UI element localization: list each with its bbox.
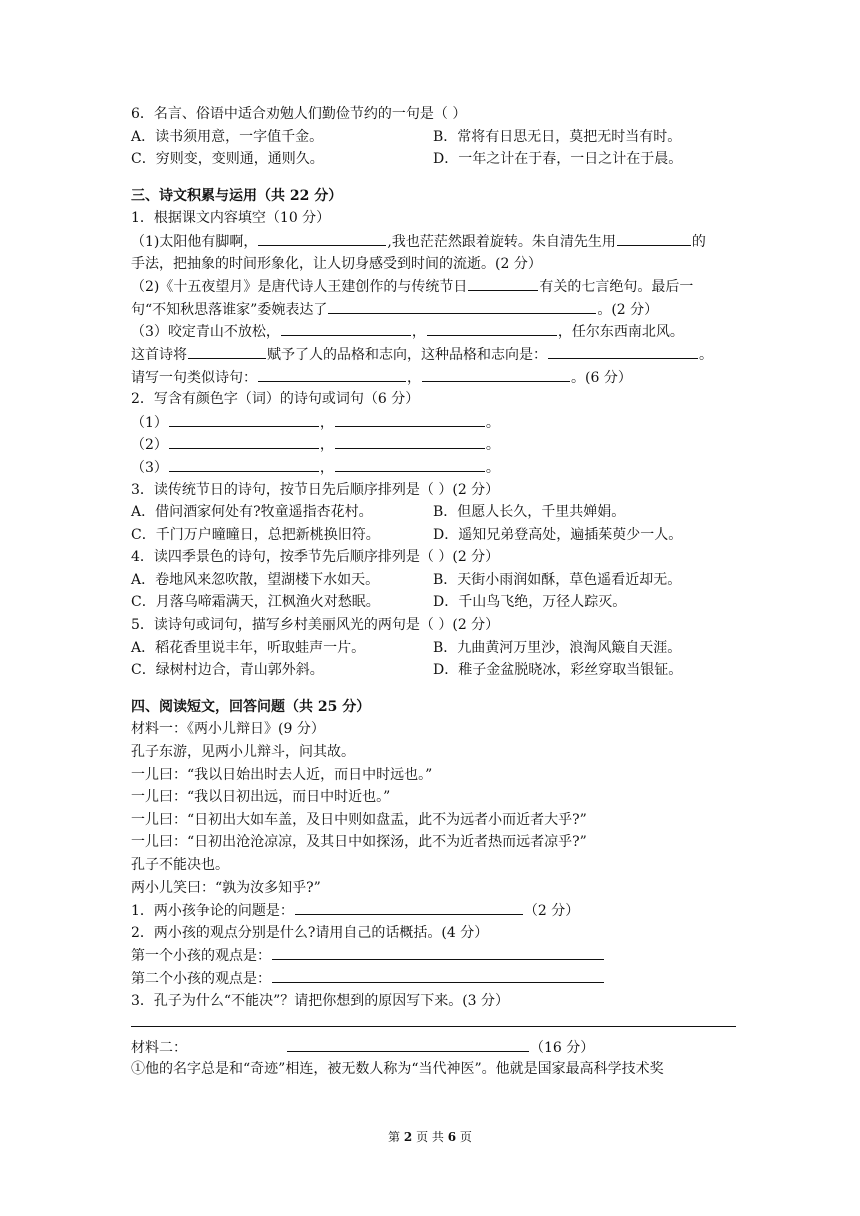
- passage-line: 一儿曰：“日初出大如车盖，及日中则如盘盂，此不为远者小而近者大乎?”: [131, 811, 587, 828]
- title-blank[interactable]: [287, 1036, 529, 1052]
- s3-q4-options-row1: [131, 569, 736, 592]
- text: 。(6 分）: [571, 369, 632, 386]
- text: 。(2 分）: [597, 301, 659, 318]
- q6-option-c: C．穷则变，变则通，通则久。: [131, 151, 324, 168]
- total-pages-number: 6: [447, 1130, 457, 1144]
- passage-line: 一儿曰：“我以日始出时去人近，而日中时远也。”: [131, 766, 433, 783]
- s3-q4-option-d: D．千山鸟飞绝，万径人踪灭。: [433, 594, 627, 611]
- text: （16 分）: [530, 1039, 595, 1056]
- answer-blank[interactable]: [427, 320, 557, 336]
- text: 1．两小孩争论的问题是：: [131, 903, 294, 920]
- text: （3）咬定青山不放松，: [131, 324, 280, 341]
- passage-line: ①他的名字总是和“奇迹”相连，被无数人称为“当代神医”。他就是国家最高科学技术奖: [131, 1061, 664, 1078]
- text: ，任尔东西南北风。: [557, 324, 684, 341]
- text: （2）: [131, 437, 168, 454]
- answer-blank[interactable]: [272, 967, 604, 983]
- answer-blank[interactable]: [272, 944, 604, 960]
- s3-q4-option-b: B．天街小雨润如酥，草色遥看近却无。: [433, 571, 682, 588]
- text: 的: [691, 233, 706, 250]
- s4-q1-line: [131, 899, 736, 922]
- text: 第一个小孩的观点是：: [131, 948, 271, 965]
- exam-page: [131, 103, 736, 1081]
- answer-line[interactable]: [131, 1012, 736, 1027]
- answer-blank[interactable]: [169, 433, 319, 449]
- text: ，: [319, 437, 334, 454]
- passage-line: 一儿曰：“我以日初出远，而日中时近也。”: [131, 789, 391, 806]
- section-4-title: 四、阅读短文，回答问题（共 25 分）: [131, 698, 371, 715]
- current-page-number: 2: [403, 1130, 413, 1144]
- text: （1）: [131, 414, 168, 431]
- material-1-heading: 材料一：《两小儿辩日》(9 分）: [131, 721, 325, 738]
- passage-line: 两小儿笑曰：“孰为汝多知乎?”: [131, 879, 321, 896]
- q6-option-a: A．读书须用意，一字值千金。: [131, 128, 324, 145]
- text: （3）: [131, 459, 168, 476]
- s3-q5-stem: 5．读诗句或词句，描写乡村美丽风光的两句是（ ）(2 分）: [131, 617, 500, 634]
- s3-q1-3-line2: [131, 343, 736, 366]
- s3-q1-2-line1: [131, 275, 736, 298]
- text: 。: [699, 346, 713, 363]
- text: （2)《十五夜望月》是唐代诗人王建创作的与传统节日: [131, 279, 468, 296]
- s3-q3-stem: 3．读传统节日的诗句，按节日先后顺序排列是（ ）(2 分）: [131, 481, 500, 498]
- answer-blank[interactable]: [335, 411, 485, 427]
- text: 材料二：: [131, 1039, 187, 1056]
- s3-q3-option-d: D．遥知兄弟登高处，遍插茱萸少一人。: [433, 526, 683, 543]
- text: ，: [319, 414, 334, 431]
- s3-q3-options-row1: [131, 501, 736, 524]
- s3-q1-2-line2: [131, 298, 736, 321]
- s3-q1-1-line1: [131, 230, 736, 253]
- text: ，: [319, 459, 334, 476]
- q6-options-row2: [131, 148, 736, 171]
- text: ，: [411, 324, 426, 341]
- answer-blank[interactable]: [295, 899, 523, 915]
- s4-q2-answer-a: [131, 944, 736, 967]
- section-3-title: 三、诗文积累与运用（共 22 分）: [131, 187, 343, 204]
- s3-q3-option-b: B．但愿人长久，千里共婵娟。: [433, 504, 626, 521]
- passage-line: 孔子不能决也。: [131, 857, 229, 873]
- answer-blank[interactable]: [548, 343, 698, 359]
- s3-q5-option-a: A．稻花香里说丰年，听取蛙声一片。: [131, 639, 366, 656]
- text: 赋予了人的品格和志向，这种品格和志向是：: [267, 346, 547, 363]
- answer-blank[interactable]: [617, 230, 691, 246]
- page-footer: [0, 1128, 860, 1145]
- answer-blank[interactable]: [281, 320, 411, 336]
- q6-option-d: D．一年之计在于春，一日之计在于晨。: [433, 151, 683, 168]
- s3-q4-options-row2: [131, 591, 736, 614]
- s4-q2-stem: 2．两小孩的观点分别是什么?请用自己的话概括。(4 分）: [131, 924, 489, 941]
- text: ，: [407, 369, 421, 386]
- q6-option-b: B．常将有日思无日，莫把无时当有时。: [433, 128, 682, 145]
- s3-q4-option-c: C．月落乌啼霜满天，江枫渔火对愁眠。: [131, 594, 380, 611]
- answer-blank[interactable]: [258, 366, 406, 382]
- footer-text: 第: [388, 1130, 401, 1144]
- text: 。: [485, 414, 500, 431]
- answer-blank[interactable]: [188, 343, 266, 359]
- s3-q4-option-a: A．卷地风来忽吹散，望湖楼下水如天。: [131, 571, 380, 588]
- s3-q5-option-d: D．稚子金盆脱晓冰，彩丝穿取当银钲。: [433, 662, 683, 679]
- answer-blank[interactable]: [328, 298, 596, 314]
- s3-q3-option-a: A．借问酒家何处有?牧童遥指杏花村。: [131, 504, 373, 521]
- s3-q5-option-c: C．绿树村边合，青山郭外斜。: [131, 662, 324, 679]
- text: 句“不知秋思落谁家”委婉表达了: [131, 301, 328, 318]
- footer-text: 页 共: [416, 1130, 444, 1144]
- material-2-heading: [131, 1036, 736, 1059]
- answer-blank[interactable]: [335, 433, 485, 449]
- text: 。: [485, 459, 500, 476]
- s3-q3-option-c: C．千门万户曈曈日，总把新桃换旧符。: [131, 526, 380, 543]
- text: （1)太阳他有脚啊，: [131, 233, 258, 250]
- s3-q5-options-row2: [131, 659, 736, 682]
- s3-q2-answer-2: [131, 433, 736, 456]
- s3-q5-options-row1: [131, 637, 736, 660]
- answer-blank[interactable]: [335, 456, 485, 472]
- s3-q2-stem: 2．写含有颜色字（词）的诗句或词句（6 分）: [131, 391, 420, 408]
- text: ,我也茫茫然跟着旋转。朱自清先生用: [387, 233, 616, 250]
- s3-q1-stem: 1．根据课文内容填空（10 分）: [131, 210, 331, 227]
- text: 第二个小孩的观点是：: [131, 970, 271, 987]
- s4-q2-answer-b: [131, 967, 736, 990]
- text: 。: [485, 437, 500, 454]
- passage-line: 一儿曰：“日初出沧沧凉凉，及其日中如探汤，此不为近者热而远者凉乎?”: [131, 834, 587, 851]
- answer-blank[interactable]: [258, 230, 386, 246]
- q6-options-row1: [131, 126, 736, 149]
- s3-q1-3-line1: [131, 320, 736, 343]
- footer-text: 页: [459, 1130, 472, 1144]
- s3-q3-options-row2: [131, 524, 736, 547]
- text: 有关的七言绝句。最后一: [539, 279, 694, 296]
- s3-q4-stem: 4．读四季景色的诗句，按季节先后顺序排列是（ ）(2 分）: [131, 549, 500, 566]
- q6-stem: 6．名言、俗语中适合劝勉人们勤俭节约的一句是（ ）: [131, 106, 467, 122]
- answer-blank[interactable]: [468, 275, 538, 291]
- s3-q1-1-line2: 手法，把抽象的时间形象化，让人切身感受到时间的流逝。(2 分）: [131, 255, 542, 272]
- s3-q1-3-line3: [131, 366, 736, 389]
- text: 这首诗将: [131, 346, 187, 363]
- s4-q3-stem: 3．孔子为什么“不能决”？请把你想到的原因写下来。(3 分）: [131, 992, 510, 1009]
- s3-q2-answer-3: [131, 456, 736, 479]
- answer-blank[interactable]: [169, 411, 319, 427]
- text: 请写一句类似诗句：: [131, 369, 257, 386]
- answer-blank[interactable]: [169, 456, 319, 472]
- text: （2 分）: [523, 903, 580, 920]
- s3-q5-option-b: B．九曲黄河万里沙，浪淘风簸自天涯。: [433, 639, 682, 656]
- passage-line: 孔子东游，见两小儿辩斗，问其故。: [131, 744, 355, 761]
- answer-blank[interactable]: [422, 366, 570, 382]
- s3-q2-answer-1: [131, 411, 736, 434]
